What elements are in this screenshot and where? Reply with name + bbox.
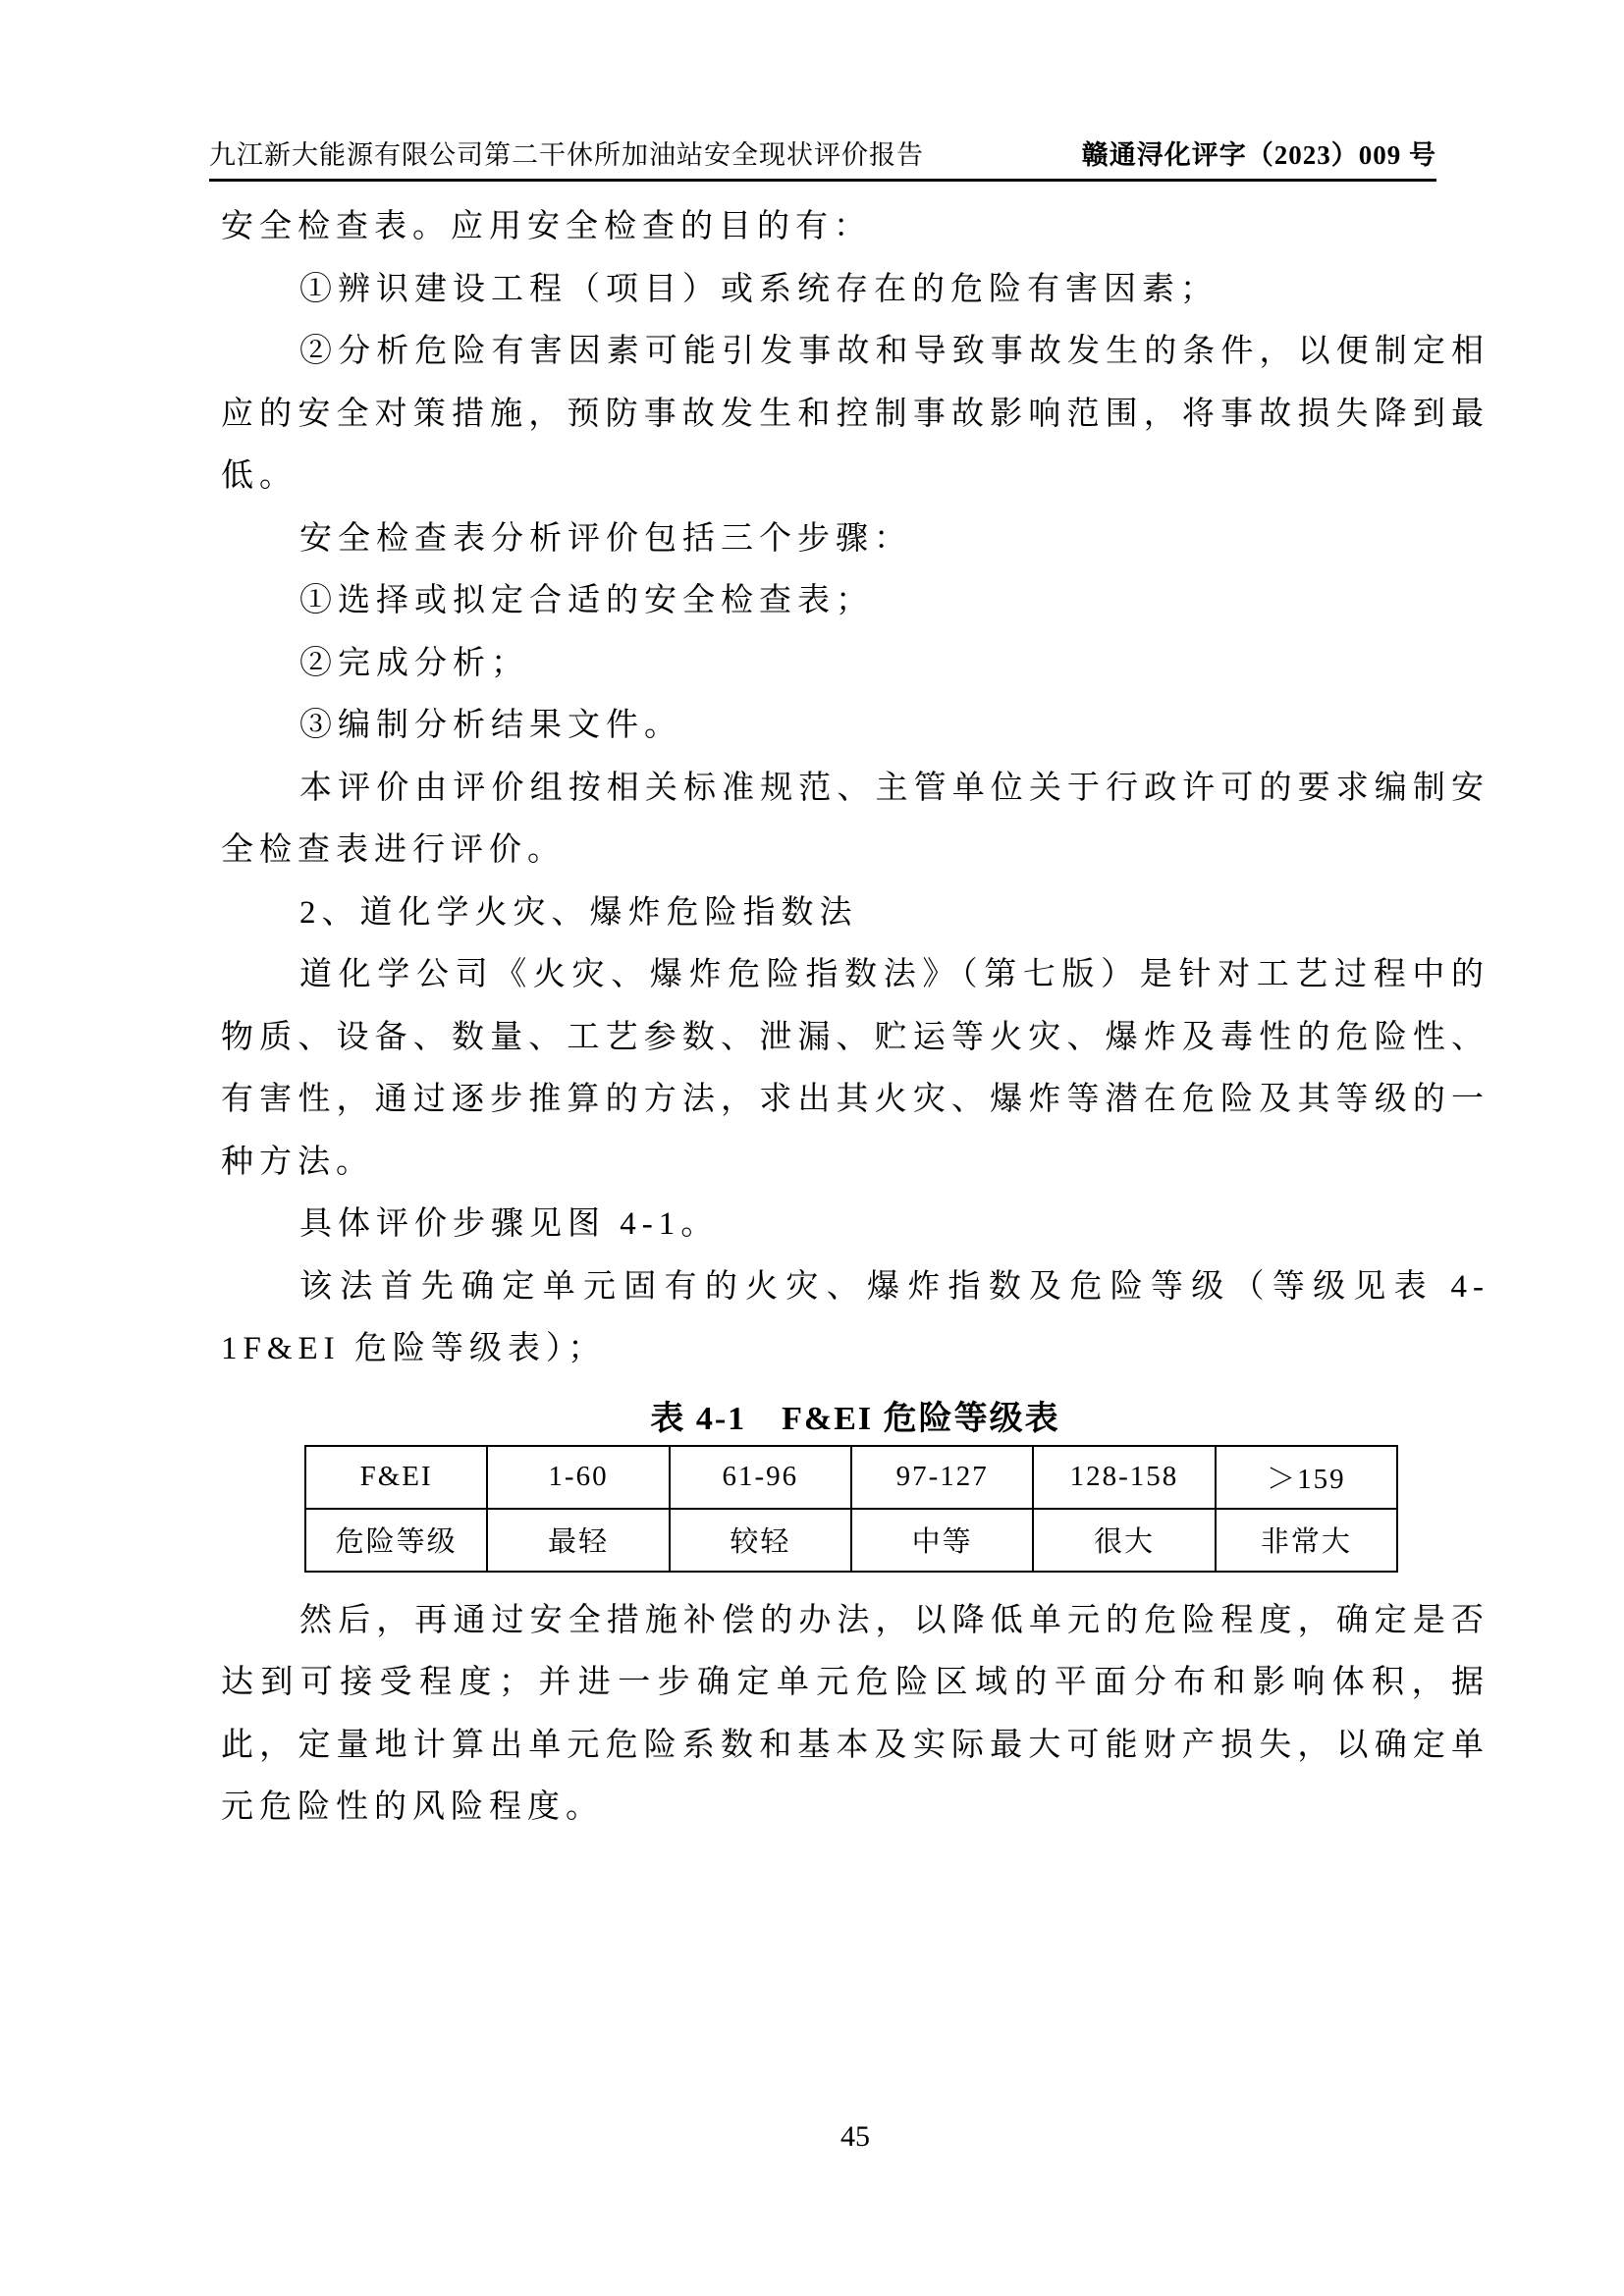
paragraph: 具体评价步骤见图 4-1。	[299, 1206, 720, 1242]
header-doc-number: 赣通浔化评字（2023）009 号	[1081, 140, 1436, 170]
paragraph: 道化学公司《火灾、爆炸危险指数法》（第七版）是针对工艺过程中的物质、设备、数量、工艺参数、泄漏、贮运等火灾、爆炸及毒性的危险性、有害性，通过逐步推算的方法，求出其火灾、爆炸等潜在危险及其等级的一种方法。	[221, 957, 1489, 1180]
table-cell: 128-158	[1033, 1446, 1215, 1509]
paragraph: ②完成分析；	[299, 645, 529, 681]
page-number: 45	[840, 2120, 870, 2153]
paragraph: 该法首先确定单元固有的火灾、爆炸指数及危险等级（等级见表 4-1F&EI 危险等级表）；	[221, 1268, 1489, 1366]
table-cell: ＞159	[1216, 1446, 1397, 1509]
table-cell: 危险等级	[305, 1509, 487, 1572]
header-report-title: 九江新大能源有限公司第二干休所加油站安全现状评价报告	[209, 140, 924, 170]
table-cell: F&EI	[305, 1446, 487, 1509]
table-cell: 最轻	[487, 1509, 669, 1572]
table-cell: 中等	[851, 1509, 1033, 1572]
table-row	[305, 1446, 1397, 1509]
table-cell: 较轻	[670, 1509, 851, 1572]
table-row	[305, 1509, 1397, 1572]
table-title: 表 4-1 F&EI 危险等级表	[650, 1400, 1060, 1437]
table-cell: 1-60	[487, 1446, 669, 1509]
table-cell: 很大	[1033, 1509, 1215, 1572]
paragraph: ③编制分析结果文件。	[299, 708, 682, 743]
paragraph: 2、道化学火灾、爆炸危险指数法	[299, 894, 858, 931]
body-text	[221, 196, 1489, 1840]
paragraph: 安全检查表分析评价包括三个步骤：	[299, 520, 912, 557]
fei-risk-grade-table	[304, 1445, 1398, 1573]
paragraph: ①辨识建设工程（项目）或系统存在的危险有害因素；	[299, 271, 1218, 307]
table-cell: 非常大	[1216, 1509, 1397, 1572]
paragraph: ①选择或拟定合适的安全检查表；	[299, 583, 874, 618]
paragraph: 安全检查表。应用安全检查的目的有：	[221, 209, 872, 244]
paragraph: 本评价由评价组按相关标准规范、主管单位关于行政许可的要求编制安全检查表进行评价。	[221, 770, 1489, 868]
page-header	[209, 133, 1436, 182]
paragraph: ②分析危险有害因素可能引发事故和导致事故发生的条件，以便制定相应的安全对策措施，预防事故发生和控制事故影响范围，将事故损失降到最低。	[221, 334, 1489, 494]
table-cell: 97-127	[851, 1446, 1033, 1509]
table-cell: 61-96	[670, 1446, 851, 1509]
paragraph: 然后，再通过安全措施补偿的办法，以降低单元的危险程度，确定是否达到可接受程度；并进一步确定单元危险区域的平面分布和影响体积，据此，定量地计算出单元危险系数和基本及实际最大可能财产损失，以确定单元危险性的风险程度。	[221, 1602, 1489, 1825]
